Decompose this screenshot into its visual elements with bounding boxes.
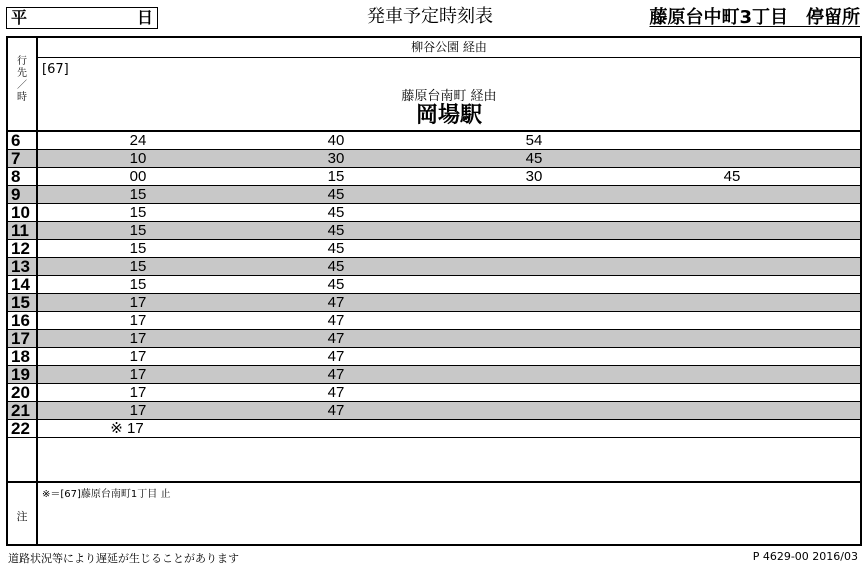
departure-minute: 17 xyxy=(129,384,147,401)
direction-hour-label-char: 時 xyxy=(17,92,27,103)
departure-minute: 17 xyxy=(129,366,147,383)
minute-cells xyxy=(38,366,860,383)
minute-cells xyxy=(38,276,860,293)
timetable-row xyxy=(8,384,860,402)
departure-minute: 15 xyxy=(129,276,147,293)
minute-cells xyxy=(38,204,860,221)
departure-minute: 30 xyxy=(327,150,345,167)
timetable-row xyxy=(8,168,860,186)
departure-minute: 17 xyxy=(129,312,147,329)
departure-minute: 47 xyxy=(327,366,345,383)
hour-label: 22 xyxy=(11,419,30,438)
departure-minute: 15 xyxy=(129,240,147,257)
hour-label: 7 xyxy=(8,150,36,167)
minute-cells xyxy=(38,420,860,437)
minute-cells xyxy=(38,384,860,401)
timetable-row xyxy=(8,240,860,258)
departure-minute: 45 xyxy=(327,204,345,221)
departure-minute: 47 xyxy=(327,294,345,311)
departure-minute: 45 xyxy=(723,168,741,185)
via-top: 柳谷公園 経由 xyxy=(38,38,860,58)
departure-minute: 30 xyxy=(525,168,543,185)
departure-minute: 17 xyxy=(129,348,147,365)
timetable-row xyxy=(8,150,860,168)
minute-cells xyxy=(38,258,860,275)
departure-minute: 45 xyxy=(327,186,345,203)
minute-cells xyxy=(38,150,860,167)
departure-minute: 15 xyxy=(129,222,147,239)
direction-hour-label-char: 行 xyxy=(17,56,27,67)
departure-minute: 45 xyxy=(327,258,345,275)
minute-cells xyxy=(38,222,860,239)
timetable-row xyxy=(8,348,860,366)
timetable-row xyxy=(8,312,860,330)
hour-label: 9 xyxy=(8,186,36,203)
hour-label: 11 xyxy=(8,222,36,239)
timetable-row xyxy=(8,132,860,150)
notes-label: 注 xyxy=(16,510,28,523)
direction-hour-label xyxy=(8,56,36,104)
departure-minute: 47 xyxy=(327,330,345,347)
departure-minute: 00 xyxy=(129,168,147,185)
minute-cells xyxy=(38,312,860,329)
notes-text: ※＝[67]藤原台南町1丁目 止 xyxy=(42,489,171,500)
hour-label: 12 xyxy=(11,239,30,258)
departure-minute: 47 xyxy=(327,312,345,329)
departure-minute: 15 xyxy=(129,186,147,203)
hour-label: 13 xyxy=(8,258,36,275)
hour-label: 8 xyxy=(11,167,21,186)
hour-label: 14 xyxy=(11,275,30,294)
departure-minute: 54 xyxy=(525,132,543,149)
footer-code: P 4629-00 2016/03 xyxy=(752,550,858,563)
departure-minute: 45 xyxy=(525,150,543,167)
hour-label: 17 xyxy=(8,330,36,347)
timetable-row xyxy=(8,330,860,348)
departure-minute: 17 xyxy=(129,294,147,311)
footer-disclaimer: 道路状況等により遅延が生じることがあります xyxy=(8,552,239,565)
hour-label: 19 xyxy=(8,366,36,383)
departure-minute: 10 xyxy=(129,150,147,167)
via-second: 藤原台南町 経由 xyxy=(401,89,497,104)
hour-label: 6 xyxy=(11,131,21,150)
page-title: 発車予定時刻表 xyxy=(367,6,493,27)
hour-label: 15 xyxy=(8,294,36,311)
minute-cells xyxy=(38,168,860,185)
minute-cells xyxy=(38,240,860,257)
departure-minute: 45 xyxy=(327,276,345,293)
hour-label: 21 xyxy=(8,402,36,419)
departure-minute: 45 xyxy=(327,240,345,257)
timetable-row xyxy=(8,366,860,384)
departure-minute: 45 xyxy=(327,222,345,239)
departure-minute: 15 xyxy=(129,258,147,275)
departure-minute: 15 xyxy=(327,168,345,185)
direction-hour-label-char: 先 xyxy=(17,68,27,79)
departure-minute: 47 xyxy=(327,348,345,365)
stop-name: 藤原台中町3丁目 停留所 xyxy=(649,7,860,28)
timetable-row xyxy=(8,420,860,438)
departure-minute: 40 xyxy=(327,132,345,149)
departure-minute: 47 xyxy=(327,384,345,401)
timetable-row xyxy=(8,186,860,204)
destination: 岡場駅 xyxy=(415,103,482,128)
day-type-char-2: 日 xyxy=(136,8,153,27)
timetable-row xyxy=(8,294,860,312)
hour-label: 10 xyxy=(11,203,30,222)
minute-cells xyxy=(38,402,860,419)
departure-minute: 24 xyxy=(129,132,147,149)
departure-minute: 47 xyxy=(327,402,345,419)
timetable-row xyxy=(8,276,860,294)
timetable-frame xyxy=(6,36,862,546)
day-type-box xyxy=(6,7,158,29)
timetable-row xyxy=(8,258,860,276)
minute-cells xyxy=(38,132,860,149)
minute-cells xyxy=(38,348,860,365)
hour-label: 18 xyxy=(11,347,30,366)
day-type-char-1: 平 xyxy=(11,8,28,27)
direction-hour-label-char: ／ xyxy=(17,80,27,91)
route-number: [67] xyxy=(42,62,69,77)
timetable-row xyxy=(8,204,860,222)
minute-cells xyxy=(38,330,860,347)
notes-divider xyxy=(8,481,860,483)
departure-minute: 15 xyxy=(129,204,147,221)
minute-cells xyxy=(38,294,860,311)
departure-minute: 17 xyxy=(129,402,147,419)
timetable-row xyxy=(8,402,860,420)
departure-minute: ※ 17 xyxy=(110,420,144,437)
hour-label: 20 xyxy=(11,383,30,402)
timetable-row xyxy=(8,222,860,240)
hour-label: 16 xyxy=(11,311,30,330)
departure-minute: 17 xyxy=(129,330,147,347)
minute-cells xyxy=(38,186,860,203)
